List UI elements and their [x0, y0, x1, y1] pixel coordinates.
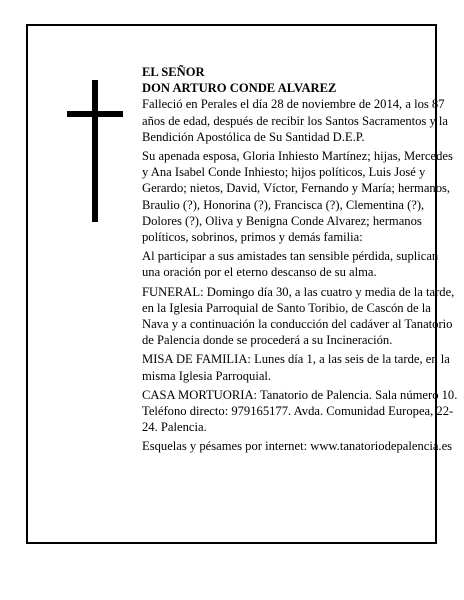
family-list-paragraph: Su apenada esposa, Gloria Inhiesto Martínez; hijas, Mercedes y Ana Isabel Conde Inhiesto; hijos políticos, Luis José y Gerardo; nietos, David, Víctor, Fernando y María; hermanos, Braulio (?), Honorina (?), Francisca (?), Clementina (?), Dolores (?), Oliva y Benigna Conde Alvarez; hermanos políticos, sobrinos, primos y demás familia:: [142, 149, 453, 245]
funeral-details-paragraph: FUNERAL: Domingo día 30, a las cuatro y media de la tarde, en la Iglesia Parroquial de Santo Toribio, de Cascón de la Nava y a continuación la conducción del cadáver al Tanatorio de Palencia donde se procederá a su Incineración.: [142, 284, 455, 348]
prayer-request-paragraph: Al participar a sus amistades tan sensible pérdida, suplican una oración por el eterno descanso de su alma.: [142, 249, 439, 280]
obituary-notice-frame: [26, 24, 458, 544]
cross-vertical-bar: [92, 80, 98, 222]
online-condolences-paragraph: Esquelas y pésames por internet: www.tanatoriodepalencia.es: [142, 439, 453, 454]
notice-heading-title: EL SEÑOR: [142, 65, 205, 79]
family-mass-paragraph: MISA DE FAMILIA: Lunes día 1, a las seis de la tarde, en la misma Iglesia Parroquial.: [142, 352, 450, 383]
death-announcement-paragraph: Falleció en Perales el día 28 de noviembre de 2014, a los 87 años de edad, después de recibir los Santos Sacramentos y la Bendición Apostólica de Su Santidad D.E.P.: [142, 97, 449, 144]
funeral-home-paragraph: CASA MORTUORIA: Tanatorio de Palencia. Sala número 10. Teléfono directo: 979165177. Avda. Comunidad Europea, 22-24. Palencia.: [142, 387, 458, 435]
obituary-text: [142, 64, 458, 458]
deceased-name: DON ARTURO CONDE ALVAREZ: [142, 81, 337, 96]
cross-horizontal-bar: [67, 111, 123, 117]
